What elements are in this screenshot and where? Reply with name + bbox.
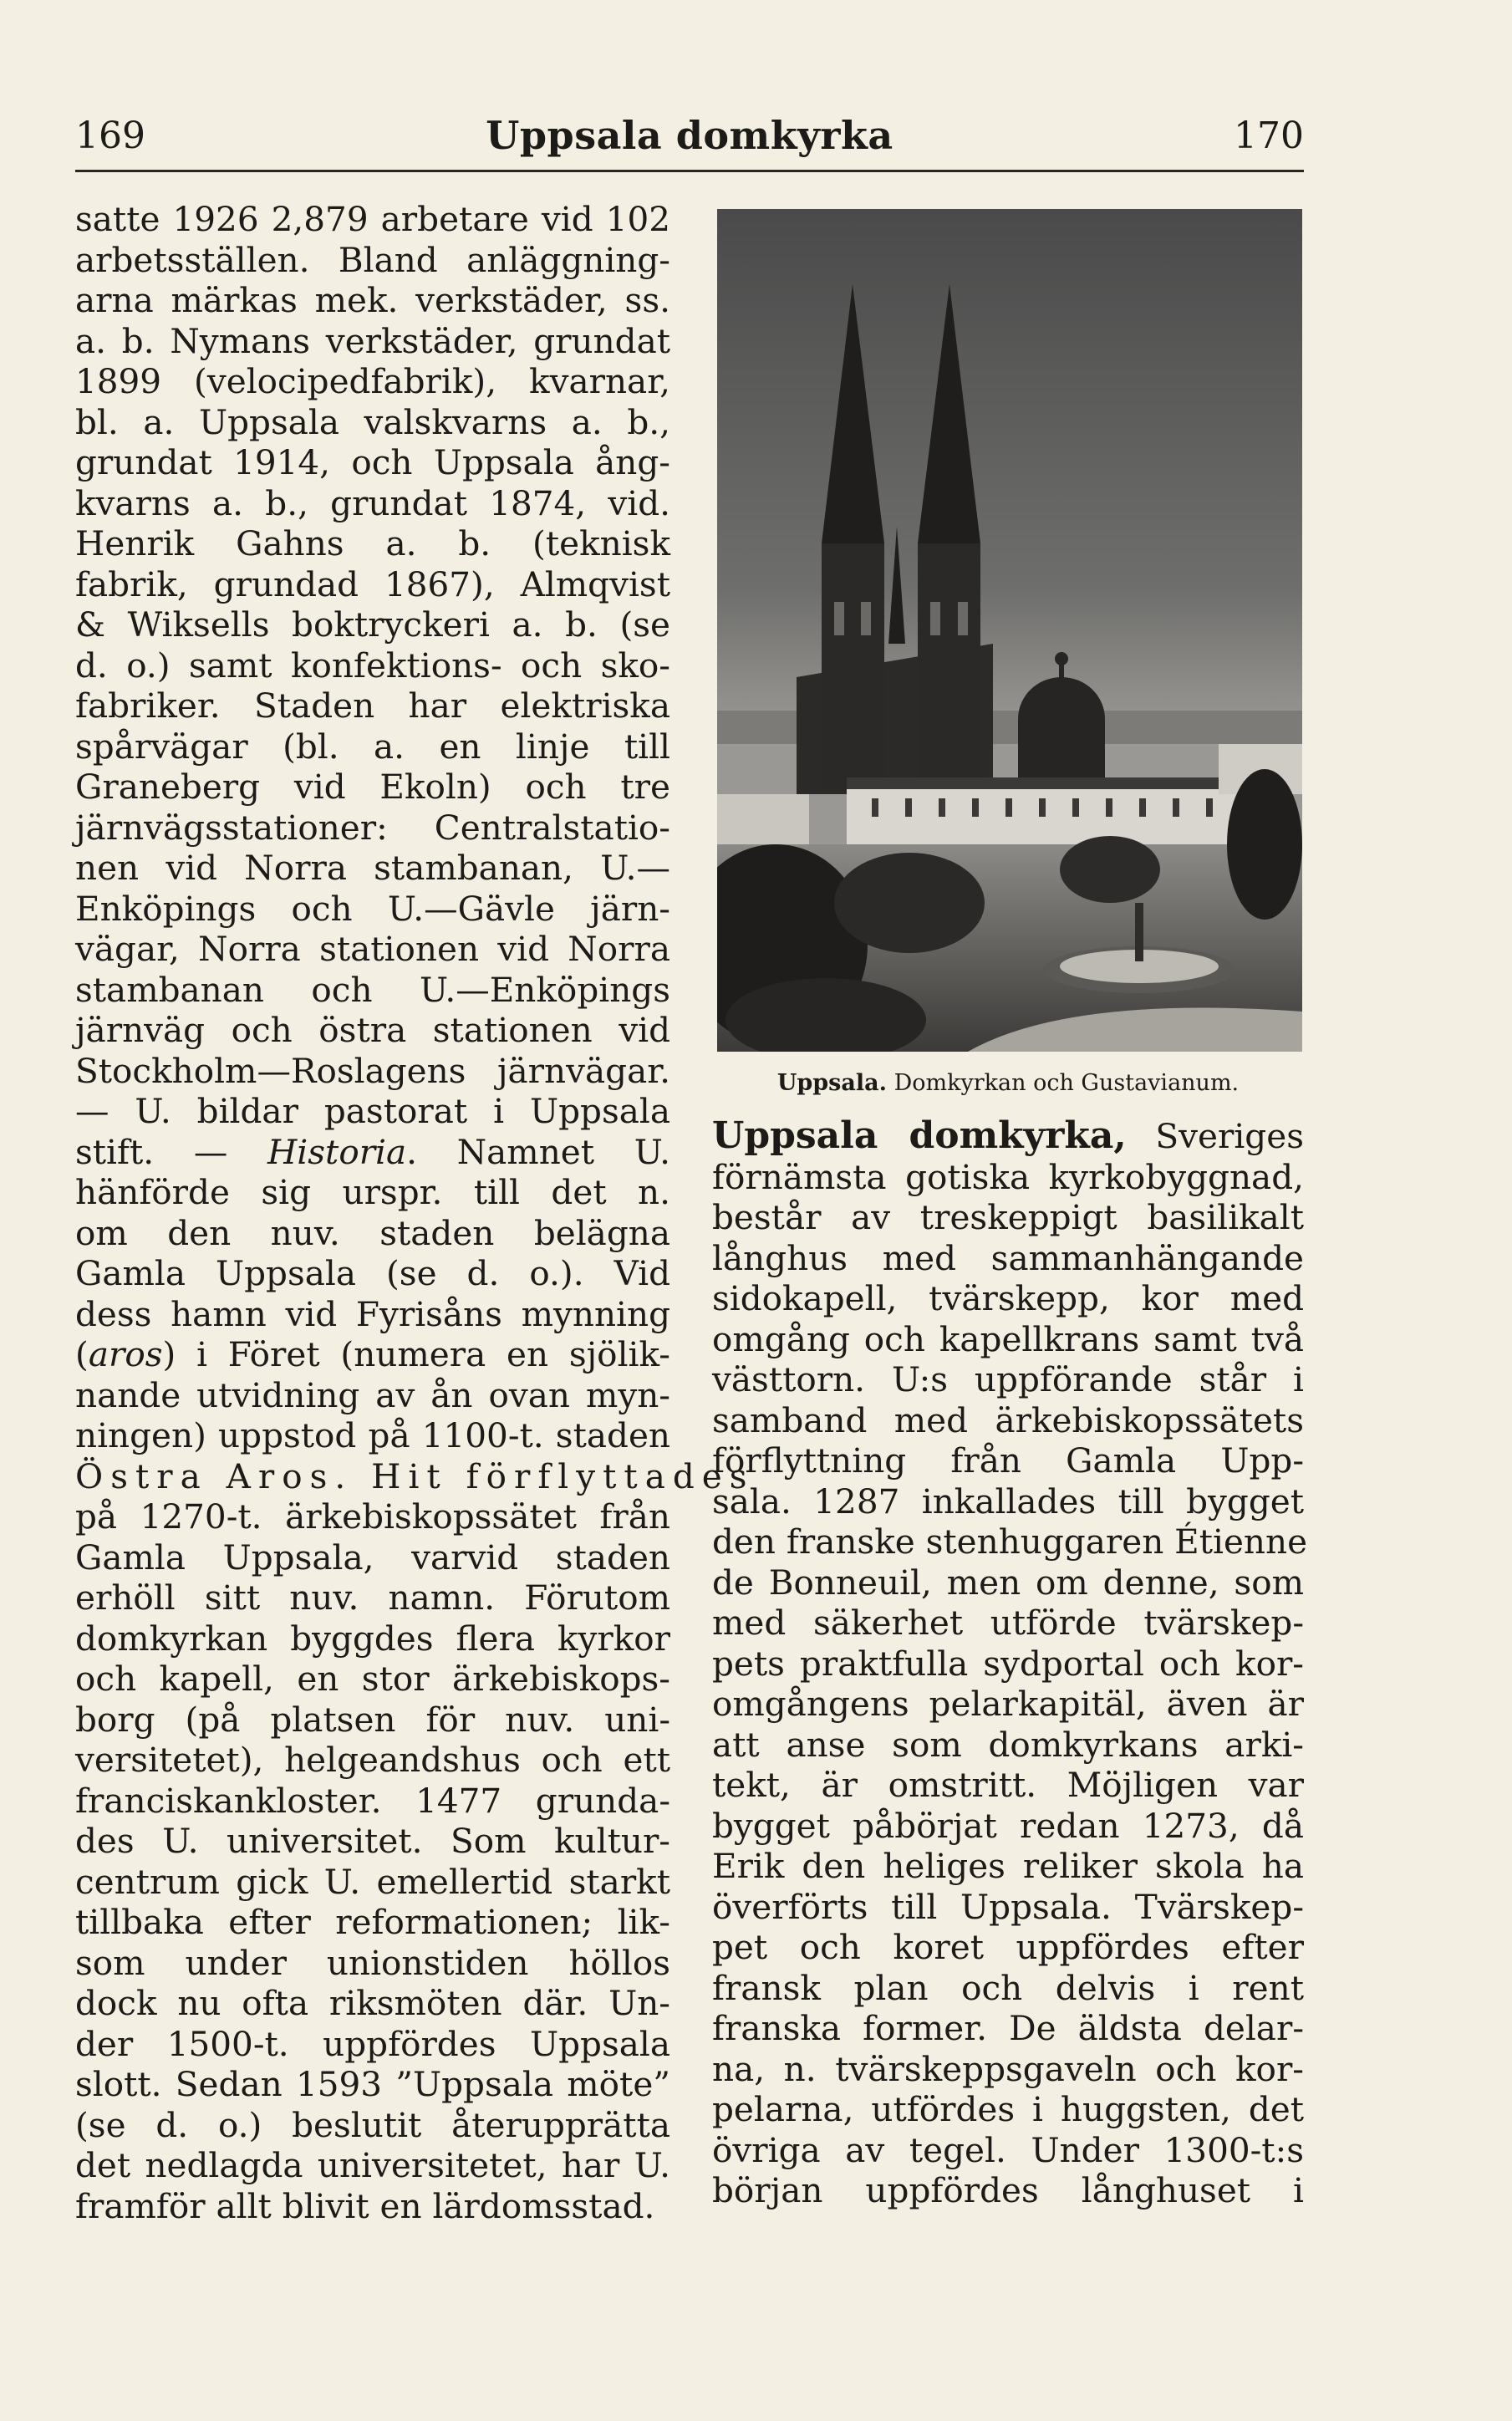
text-line: d. o.) samt konfektions- och sko- — [75, 645, 670, 686]
text-line: versitetet), helgeandshus och ett — [75, 1740, 670, 1780]
text-line: sidokapell, tvärskepp, kor med — [712, 1278, 1304, 1318]
text-line: den franske stenhuggaren Étienne — [712, 1521, 1308, 1562]
text-line: de Bonneuil, men om denne, som — [712, 1562, 1304, 1603]
text-line: fabriker. Staden har elektriska — [75, 686, 670, 726]
text-line: slott. Sedan 1593 ”Uppsala möte” — [75, 2064, 670, 2104]
text-line: som under unionstiden höllos — [75, 1942, 670, 1983]
text-line: centrum gick U. emellertid starkt — [75, 1861, 670, 1902]
text-line: — U. bildar pastorat i Uppsala — [75, 1091, 670, 1131]
text-line: franciskankloster. 1477 grunda- — [75, 1780, 670, 1821]
text-line: dock nu ofta riksmöten där. Un- — [75, 1983, 670, 2023]
text-line: arbetsställen. Bland anläggning- — [75, 239, 670, 280]
right-column — [712, 1114, 1308, 2211]
text-line: Enköpings och U.—Gävle järn- — [75, 888, 670, 929]
text-line: omgångens pelarkapitäl, även är — [712, 1684, 1304, 1724]
text-line: omgång och kapellkrans samt två — [712, 1318, 1304, 1359]
text-line: på 1270-t. ärkebiskopssätet från — [75, 1496, 670, 1537]
text-line: Erik den heliges reliker skola ha — [712, 1846, 1304, 1886]
photo-caption — [712, 1068, 1304, 1098]
first-line-rest: Sveriges — [1126, 1116, 1304, 1156]
text-line: Östra Aros. Hit förflyttades — [75, 1455, 755, 1496]
text-line: spårvägar (bl. a. en linje till — [75, 726, 670, 767]
text-line: stambanan och U.—Enköpings — [75, 969, 670, 1010]
entry-headword: Uppsala domkyrka, — [712, 1114, 1127, 1157]
cathedral-photo — [717, 209, 1302, 1052]
text-line: satte 1926 2,879 arbetare vid 102 — [75, 199, 670, 239]
text-line: järnvägsstationer: Centralstatio- — [75, 807, 670, 848]
page-number-left: 169 — [75, 115, 145, 157]
text-line: pet och koret uppfördes efter — [712, 1927, 1304, 1967]
text-line: na, n. tvärskeppsgaveln och kor- — [712, 2048, 1304, 2089]
text-line: fabrik, grundad 1867), Almqvist — [75, 563, 670, 604]
text-line: Graneberg vid Ekoln) och tre — [75, 767, 670, 807]
text-line: stift. — Historia. Namnet U. — [75, 1131, 670, 1172]
text-line: förnämsta gotiska kyrkobyggnad, — [712, 1156, 1304, 1197]
text-line: Gamla Uppsala (se d. o.). Vid — [75, 1253, 670, 1293]
page-number-right: 170 — [1234, 115, 1304, 157]
text-line: Henrik Gahns a. b. (teknisk — [75, 523, 670, 563]
text-line: samband med ärkebiskopssätets — [712, 1399, 1304, 1440]
text-line: förflyttning från Gamla Upp- — [712, 1440, 1304, 1481]
page-header — [75, 104, 1304, 171]
text-line: domkyrkan byggdes flera kyrkor — [75, 1618, 670, 1659]
text-line: a. b. Nymans verkstäder, grundat — [75, 320, 670, 361]
text-line: arna märkas mek. verkstäder, ss. — [75, 280, 670, 320]
text-line: (aros) i Föret (numera en sjölik- — [75, 1334, 670, 1374]
text-line: 1899 (velocipedfabrik), kvarnar, — [75, 361, 670, 401]
text-line: & Wiksells boktryckeri a. b. (se — [75, 604, 670, 645]
caption-place: Uppsala. — [776, 1070, 888, 1096]
text-line: framför allt blivit en lärdomsstad. — [75, 2185, 655, 2226]
text-line: grundat 1914, och Uppsala ång- — [75, 442, 670, 482]
text-line: överförts till Uppsala. Tvärskep- — [712, 1886, 1304, 1927]
text-line: pets praktfulla sydportal och kor- — [712, 1643, 1304, 1684]
caption-text: Domkyrkan och Gustavianum. — [893, 1070, 1240, 1096]
text-line: övriga av tegel. Under 1300-t:s — [712, 2129, 1304, 2170]
text-line: tillbaka efter reformationen; lik- — [75, 1902, 670, 1942]
text-line: består av treskeppigt basilikalt — [712, 1197, 1304, 1237]
text-line: franska former. De äldsta delar- — [712, 2008, 1304, 2048]
text-line: om den nuv. staden belägna — [75, 1212, 670, 1253]
text-line — [712, 1116, 1304, 1157]
text-line: att anse som domkyrkans arki- — [712, 1724, 1304, 1765]
text-line: hänförde sig urspr. till det n. — [75, 1172, 670, 1212]
text-line: och kapell, en stor ärkebiskops- — [75, 1659, 670, 1699]
text-line: västtorn. U:s uppförande står i — [712, 1359, 1304, 1399]
text-line: erhöll sitt nuv. namn. Förutom — [75, 1577, 670, 1618]
text-line: tekt, är omstritt. Möjligen var — [712, 1765, 1304, 1805]
text-line: det nedlagda universitetet, har U. — [75, 2145, 670, 2185]
text-line: der 1500-t. uppfördes Uppsala — [75, 2023, 670, 2064]
text-line: kvarns a. b., grundat 1874, vid. — [75, 482, 670, 523]
text-line: (se d. o.) beslutit återupprätta — [75, 2104, 670, 2145]
text-line: med säkerhet utförde tvärskep- — [712, 1603, 1304, 1643]
text-line: bl. a. Uppsala valskvarns a. b., — [75, 401, 670, 442]
text-line: nande utvidning av ån ovan myn- — [75, 1374, 670, 1415]
text-line: dess hamn vid Fyrisåns mynning — [75, 1293, 670, 1334]
text-line: ningen) uppstod på 1100-t. staden — [75, 1415, 670, 1455]
text-line: början uppfördes långhuset i — [712, 2170, 1304, 2210]
text-line: sala. 1287 inkallades till bygget — [712, 1481, 1304, 1521]
text-line: långhus med sammanhängande — [712, 1237, 1304, 1278]
text-line: nen vid Norra stambanan, U.— — [75, 848, 670, 888]
running-title: Uppsala domkyrka — [486, 113, 893, 158]
text-line: Stockholm—Roslagens järnvägar. — [75, 1050, 670, 1091]
text-line: vägar, Norra stationen vid Norra — [75, 929, 670, 969]
text-line: Gamla Uppsala, varvid staden — [75, 1537, 670, 1577]
text-line: bygget påbörjat redan 1273, då — [712, 1805, 1304, 1846]
left-column — [75, 199, 755, 2226]
text-line: fransk plan och delvis i rent — [712, 1967, 1304, 2008]
text-line: järnväg och östra stationen vid — [75, 1010, 670, 1050]
text-line: borg (på platsen för nuv. uni- — [75, 1699, 670, 1740]
text-line: pelarna, utfördes i huggsten, det — [712, 2089, 1304, 2129]
text-line: des U. universitet. Som kultur- — [75, 1821, 670, 1861]
header-rule — [75, 170, 1304, 172]
